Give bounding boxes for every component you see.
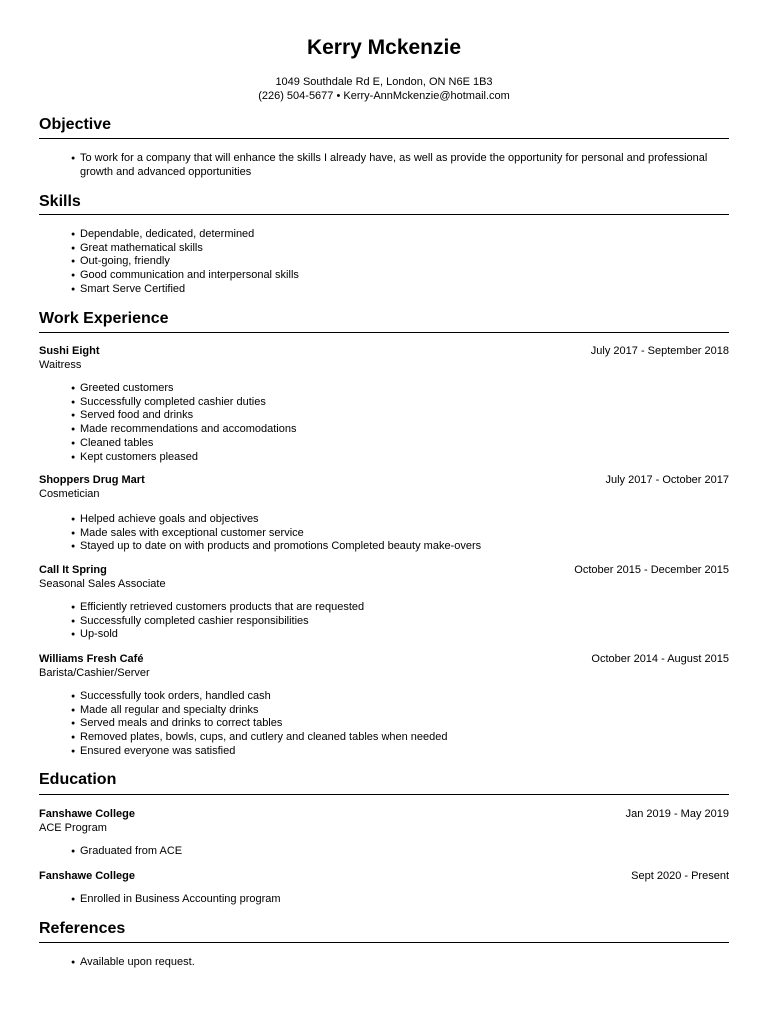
resume-name: Kerry Mckenzie [306, 36, 462, 59]
skill-item: ● Good communication and interpersonal skills [71, 269, 729, 283]
objective-list [71, 152, 729, 179]
job-org: Williams Fresh Café [39, 653, 144, 665]
education-note: ● Enrolled in Business Accounting program [71, 893, 729, 907]
job-entry [39, 345, 729, 372]
skill-item: ● Dependable, dedicated, determined [71, 228, 729, 242]
job-role: Waitress [39, 358, 82, 371]
skill-item: ● Out-going, friendly [71, 255, 729, 269]
duty-item: ● Removed plates, bowls, cups, and cutlery and cleaned tables when needed [71, 731, 729, 745]
education-dates: Sept 2020 - Present [631, 870, 729, 882]
references-divider [39, 942, 729, 943]
duty-item: ● Ensured everyone was satisfied [71, 745, 729, 759]
job-duties [71, 382, 729, 464]
job-dates: October 2015 - December 2015 [574, 564, 729, 576]
job-org: Call It Spring [39, 564, 107, 576]
duty-item: ● Stayed up to date on with products and promotions Completed beauty make-overs [71, 540, 729, 554]
work-divider [39, 332, 729, 333]
duty-item: ● Served food and drinks [71, 409, 729, 423]
skill-item: ● Great mathematical skills [71, 242, 729, 256]
skills-heading: Skills [39, 193, 81, 210]
duty-item: ● Efficiently retrieved customers products that are requested [71, 601, 729, 615]
education-heading: Education [39, 771, 117, 788]
objective-divider [39, 138, 729, 139]
job-org: Shoppers Drug Mart [39, 474, 145, 486]
education-entry [39, 808, 729, 835]
duty-item: ● Served meals and drinks to correct tables [71, 717, 729, 731]
education-entry [39, 870, 729, 884]
job-duties [71, 690, 729, 759]
job-entry [39, 653, 729, 680]
skill-item: ● Smart Serve Certified [71, 283, 729, 297]
duty-item: ● Successfully took orders, handled cash [71, 690, 729, 704]
objective-heading: Objective [39, 116, 112, 133]
job-dates: October 2014 - August 2015 [591, 653, 729, 665]
education-note: ● Graduated from ACE [71, 845, 729, 859]
job-dates: July 2017 - September 2018 [590, 345, 729, 357]
duty-item: ● Kept customers pleased [71, 451, 729, 465]
reference-item: ● Available upon request. [71, 956, 729, 970]
work-heading: Work Experience [39, 310, 169, 327]
job-role: Seasonal Sales Associate [39, 577, 166, 590]
duty-item: ● Successfully completed cashier duties [71, 396, 729, 410]
duty-item: ● Made sales with exceptional customer service [71, 527, 729, 541]
duty-item: ● Helped achieve goals and objectives [71, 513, 729, 527]
job-entry [39, 474, 729, 501]
job-role: Barista/Cashier/Server [39, 666, 150, 679]
duty-item: ● Greeted customers [71, 382, 729, 396]
skills-divider [39, 214, 729, 215]
duty-item: ● Made all regular and specialty drinks [71, 704, 729, 718]
education-notes [71, 845, 729, 859]
school-name: Fanshawe College [39, 870, 135, 882]
address-line: 1049 Southdale Rd E, London, ON N6E 1B3 [275, 76, 493, 88]
references-list [71, 956, 729, 970]
job-duties [71, 601, 729, 642]
duty-item: ● Cleaned tables [71, 437, 729, 451]
job-dates: July 2017 - October 2017 [605, 474, 729, 486]
school-name: Fanshawe College [39, 808, 135, 820]
education-dates: Jan 2019 - May 2019 [625, 808, 729, 820]
job-role: Cosmetician [39, 487, 100, 500]
duty-item: ● Made recommendations and accomodations [71, 423, 729, 437]
references-heading: References [39, 920, 126, 937]
contact-line: (226) 504-5677 • Kerry-AnnMckenzie@hotmail.com [258, 90, 510, 102]
education-notes [71, 893, 729, 907]
education-divider [39, 794, 729, 795]
skills-list [71, 228, 729, 297]
job-entry [39, 564, 729, 591]
duty-item: ● Successfully completed cashier responsibilities [71, 615, 729, 629]
program-name: ACE Program [39, 821, 107, 834]
job-duties [71, 513, 729, 554]
duty-item: ● Up-sold [71, 628, 729, 642]
objective-item: ● To work for a company that will enhance the skills I already have, as well as provide the opportunity for personal and professional growth and advanced opportunities [71, 152, 729, 179]
job-org: Sushi Eight [39, 345, 100, 357]
